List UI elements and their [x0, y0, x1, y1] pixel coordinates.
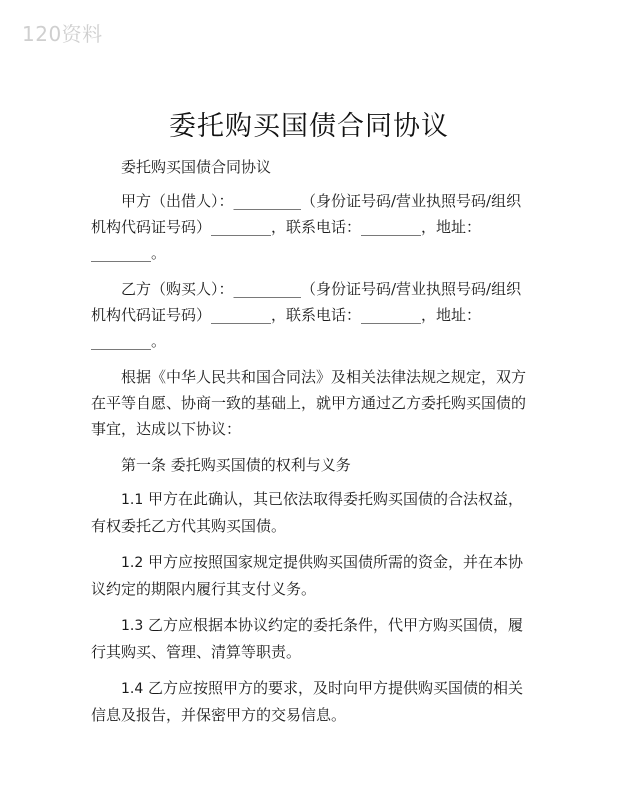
- clause-1-3: [91, 612, 531, 665]
- clause-text: 甲方应按照国家规定提供购买国债所需的资金，并在本协议约定的期限内履行其支付义务。: [91, 553, 524, 598]
- document-body: [91, 154, 531, 738]
- clause-text: 乙方应根据本协议约定的委托条件，代甲方购买国债，履行其购买、管理、清算等职责。: [91, 616, 524, 661]
- watermark: 120资料: [22, 22, 103, 46]
- clause-number: 1.2: [121, 555, 144, 571]
- article-1-heading: 第一条 委托购买国债的权利与义务: [121, 456, 351, 474]
- clause-number: 1.1: [121, 492, 144, 508]
- document-subtitle: 委托购买国债合同协议: [121, 158, 272, 176]
- clause-1-2: [91, 549, 531, 602]
- clause-number: 1.3: [121, 618, 144, 634]
- clause-number: 1.4: [121, 681, 144, 697]
- clause-text: 甲方在此确认，其已依法取得委托购买国债的合法权益，有权委托乙方代其购买国债。: [91, 490, 524, 535]
- preamble-paragraph: 根据《中华人民共和国合同法》及相关法律法规之规定，双方在平等自愿、协商一致的基础上，就甲方通过乙方委托购买国债的事宜，达成以下协议：: [91, 368, 527, 438]
- clause-1-1: [91, 486, 531, 539]
- party-a-paragraph: 甲方（出借人）：_________（身份证号码/营业执照号码/组织机构代码证号码）________，联系电话：________，地址：________。: [91, 192, 522, 262]
- document-title: 委托购买国债合同协议: [169, 111, 449, 142]
- party-b-paragraph: 乙方（购买人）：_________（身份证号码/营业执照号码/组织机构代码证号码）________，联系电话：________，地址：________。: [91, 280, 522, 350]
- clause-1-4: [91, 675, 531, 728]
- clause-text: 乙方应按照甲方的要求，及时向甲方提供购买国债的相关信息及报告，并保密甲方的交易信息。: [91, 679, 524, 724]
